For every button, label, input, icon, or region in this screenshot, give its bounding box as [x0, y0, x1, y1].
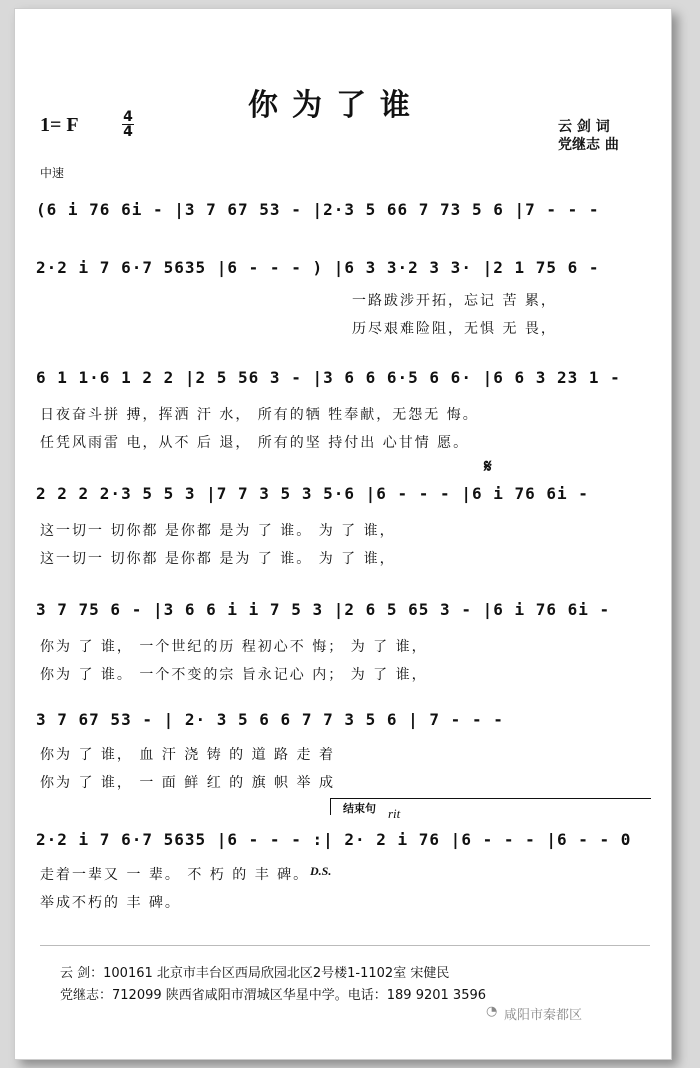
lyric-line-3b: 任凭风雨雷 电，从不 后 退， 所有的坚 持付出 心甘情 愿。	[40, 435, 470, 451]
score-line-6: 3 7 67 53 - | 2· 3 5 6 6 7 7 3 5 6 | 7 - - -	[36, 710, 504, 729]
score-line-1: (6 i 76 6i - |3 7 67 53 - |2·3 5 66 7 73 5 6 |7 - - -	[36, 200, 600, 219]
score-line-3: 6 1 1·6 1 2 2 |2 5 56 3 - |3 6 6 6·5 6 6· |6 6 3 23 1 -	[36, 368, 621, 387]
song-title: 你为了谁	[248, 88, 424, 123]
contact-lyricist: 云 剑：100161 北京市丰台区西局欣园北区2号楼1-1102室 宋健民	[60, 966, 450, 981]
tempo-marking: 中速	[40, 166, 65, 180]
lyric-line-7b: 举成不朽的 丰 碑。	[40, 895, 181, 911]
score-line-5: 3 7 75 6 - |3 6 6 i i 7 5 3 |2 6 5 65 3 - |6 i 76 6i -	[36, 600, 611, 619]
dal-segno-marking: D.S.	[310, 864, 332, 878]
lyric-line-4b: 这一切一 切你都 是你都 是为 了 谁。 为 了 谁，	[40, 551, 396, 567]
wechat-icon: ◔	[486, 1004, 498, 1019]
lyric-line-5a: 你为 了 谁， 一个世纪的历 程初心不 悔； 为 了 谁，	[40, 639, 428, 655]
lyric-line-6a: 你为 了 谁， 血 汗 浇 铸 的 道 路 走 着	[40, 747, 335, 763]
score-line-7: 2·2 i 7 6·7 5635 |6 - - - :| 2· 2 i 76 |6 - - - |6 - - 0	[36, 830, 632, 849]
ritardando-marking: rit	[388, 806, 401, 821]
meter-top: 4	[123, 109, 133, 125]
ending-bracket	[330, 798, 651, 815]
score-line-4: 2 2 2 2·3 5 5 3 |7 7 3 5 3 5·6 |6 - - - |6 i 76 6i -	[36, 484, 589, 503]
key-signature: 1= F	[40, 114, 79, 136]
lyric-line-6b: 你为 了 谁， 一 面 鲜 红 的 旗 帜 举 成	[40, 775, 335, 791]
time-signature	[122, 110, 134, 139]
watermark-text: 咸阳市秦都区	[504, 1008, 583, 1023]
lyric-line-2b: 历尽艰难险阻，无惧 无 畏，	[352, 321, 557, 337]
lyric-line-2a: 一路跋涉开拓，忘记 苦 累，	[352, 293, 557, 309]
credits	[558, 118, 619, 154]
composer: 党继志 曲	[558, 137, 619, 153]
ending-label: 结束句	[343, 802, 376, 815]
lyric-line-3a: 日夜奋斗拼 搏，挥洒 汗 水， 所有的牺 牲奉献，无怨无 悔。	[40, 407, 479, 423]
lyric-line-5b: 你为 了 谁。 一个不变的宗 旨永记心 内； 为 了 谁，	[40, 667, 428, 683]
lyricist: 云 剑 词	[558, 119, 610, 135]
divider	[40, 945, 650, 946]
contact-composer: 党继志：712099 陕西省咸阳市渭城区华星中学。电话：189 9201 3596	[60, 988, 487, 1003]
meter-bottom: 4	[123, 124, 133, 140]
score-line-2: 2·2 i 7 6·7 5635 |6 - - - ) |6 3 3·2 3 3· |2 1 75 6 -	[36, 258, 600, 277]
segno-sign: 𝄋	[484, 456, 492, 477]
lyric-line-7a: 走着一辈又 一 辈。 不 朽 的 丰 碑。	[40, 867, 310, 883]
lyric-line-4a: 这一切一 切你都 是你都 是为 了 谁。 为 了 谁，	[40, 523, 396, 539]
